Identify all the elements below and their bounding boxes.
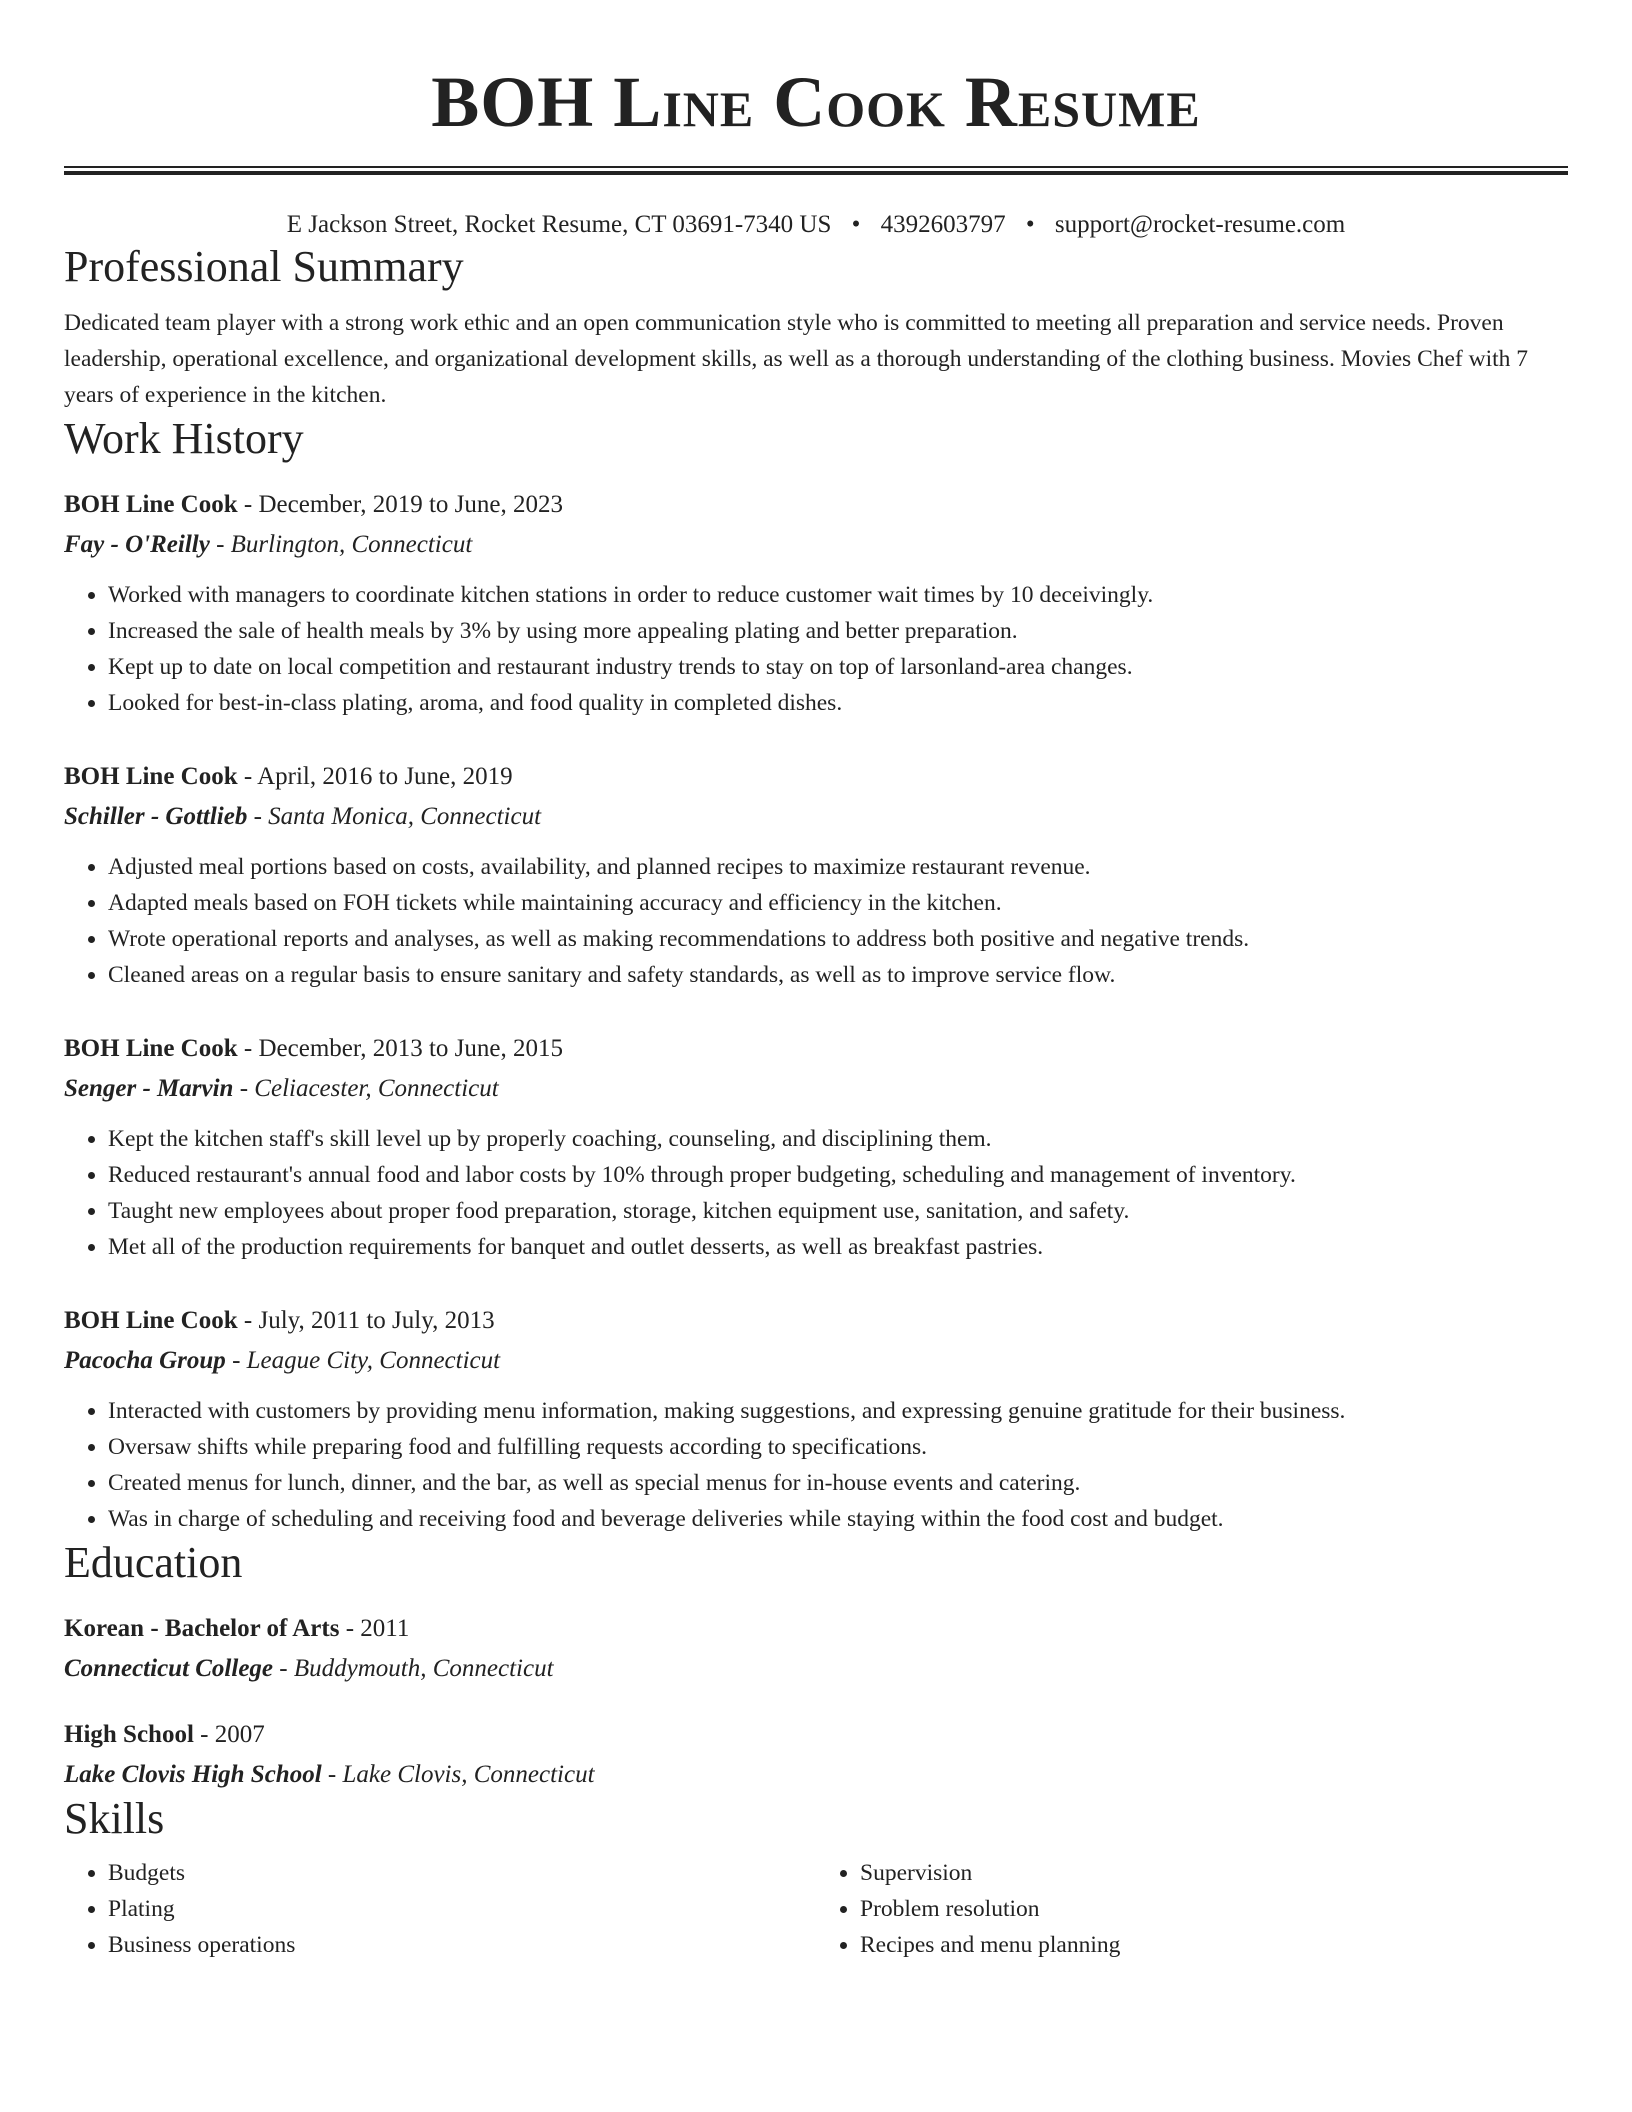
education-entry (64, 1717, 1568, 1793)
contact-separator: • (1025, 211, 1035, 238)
education-heading: Education (64, 1538, 243, 1587)
job-dates: - December, 2013 to June, 2015 (237, 1035, 563, 1062)
work-history-heading: Work History (64, 414, 304, 463)
employer-line (64, 1071, 1568, 1107)
summary-heading: Professional Summary (64, 242, 464, 291)
job-title-line (64, 1031, 1568, 1067)
job-duties (64, 577, 1568, 721)
skill-item: • Problem resolution (860, 1891, 1568, 1927)
skills-column-right (816, 1855, 1568, 1963)
skills-column-left (64, 1855, 816, 1963)
job-duties (64, 849, 1568, 993)
duty-item: • Kept up to date on local competition and restaurant industry trends to stay on top of larsonland-area changes. (108, 649, 1568, 685)
employer-location: - Santa Monica, Connecticut (247, 803, 542, 830)
job-title-line (64, 487, 1568, 523)
summary-text: Dedicated team player with a strong work ethic and an open communication style who is committed to meeting all preparation and service needs. Proven leadership, operational excellence, and organizational development skills, as well as a thorough understanding of the clothing business. Movies Chef with 7 years of experience in the kitchen. (64, 310, 1529, 408)
skills-list (64, 1855, 1568, 1963)
skill-item: • Recipes and menu planning (860, 1927, 1568, 1963)
contact-line (64, 209, 1568, 241)
skill-item: • Supervision (860, 1855, 1568, 1891)
job-title-line (64, 1303, 1568, 1339)
job-title: BOH Line Cook (64, 1307, 238, 1334)
job-dates: - July, 2011 to July, 2013 (237, 1307, 495, 1334)
duty-item: • Oversaw shifts while preparing food and fulfilling requests according to specifications. (108, 1429, 1568, 1465)
skill-item: • Plating (108, 1891, 816, 1927)
duty-item: • Looked for best-in-class plating, aroma, and food quality in completed dishes. (108, 685, 1568, 721)
duty-item: • Met all of the production requirements for banquet and outlet desserts, as well as breakfast pastries. (108, 1229, 1568, 1265)
skill-item: • Budgets (108, 1855, 816, 1891)
school-location: - Lake Clovis, Connecticut (321, 1761, 595, 1788)
duty-item: • Taught new employees about proper food preparation, storage, kitchen equipment use, sanitation, and safety. (108, 1193, 1568, 1229)
employer-line (64, 527, 1568, 563)
job-title-line (64, 759, 1568, 795)
job-entry (64, 1303, 1568, 1537)
duty-item: • Reduced restaurant's annual food and labor costs by 10% through proper budgeting, scheduling and management of inventory. (108, 1157, 1568, 1193)
job-duties (64, 1121, 1568, 1265)
resume-title: BOH Line Cook Resume (431, 62, 1201, 142)
duty-item: • Adjusted meal portions based on costs, availability, and planned recipes to maximize restaurant revenue. (108, 849, 1568, 885)
duty-item: • Worked with managers to coordinate kitchen stations in order to reduce customer wait times by 10 deceivingly. (108, 577, 1568, 613)
duty-item: • Was in charge of scheduling and receiving food and beverage deliveries while staying within the food cost and budget. (108, 1501, 1568, 1537)
degree-year: - 2007 (193, 1721, 265, 1748)
job-dates: - December, 2019 to June, 2023 (237, 491, 563, 518)
employer-location: - Burlington, Connecticut (209, 531, 473, 558)
contact-separator: • (851, 211, 861, 238)
duty-item: • Kept the kitchen staff's skill level up by properly coaching, counseling, and disciplining them. (108, 1121, 1568, 1157)
skill-item: • Business operations (108, 1927, 816, 1963)
duty-item: • Increased the sale of health meals by 3% by using more appealing plating and better preparation. (108, 613, 1568, 649)
contact-phone: 4392603797 (880, 211, 1006, 238)
job-title: BOH Line Cook (64, 491, 238, 518)
job-entry (64, 487, 1568, 721)
duty-item: • Wrote operational reports and analyses, as well as making recommendations to address both positive and negative trends. (108, 921, 1568, 957)
degree-name: Korean - Bachelor of Arts (64, 1615, 340, 1642)
job-title: BOH Line Cook (64, 763, 238, 790)
job-dates: - April, 2016 to June, 2019 (237, 763, 513, 790)
degree-year: - 2011 (339, 1615, 410, 1642)
school-name: Connecticut College (64, 1655, 274, 1682)
employer-line (64, 799, 1568, 835)
contact-email: support@rocket-resume.com (1054, 211, 1346, 238)
duty-item: • Interacted with customers by providing menu information, making suggestions, and expressing genuine gratitude for their business. (108, 1393, 1568, 1429)
degree-name: High School (64, 1721, 194, 1748)
school-line (64, 1757, 1568, 1793)
education-entry (64, 1611, 1568, 1687)
school-location: - Buddymouth, Connecticut (273, 1655, 554, 1682)
skills-heading: Skills (64, 1794, 165, 1843)
degree-line (64, 1717, 1568, 1753)
employer-name: Fay - O'Reilly (64, 531, 210, 558)
employer-name: Schiller - Gottlieb (64, 803, 248, 830)
school-name: Lake Clovis High School (64, 1761, 322, 1788)
job-title: BOH Line Cook (64, 1035, 238, 1062)
job-entry (64, 759, 1568, 993)
duty-item: • Created menus for lunch, dinner, and the bar, as well as special menus for in-house events and catering. (108, 1465, 1568, 1501)
employer-location: - League City, Connecticut (225, 1347, 501, 1374)
contact-address: E Jackson Street, Rocket Resume, CT 03691-7340 US (286, 211, 832, 238)
employer-location: - Celiacester, Connecticut (233, 1075, 499, 1102)
job-duties (64, 1393, 1568, 1537)
title-divider (64, 166, 1568, 175)
duty-item: • Cleaned areas on a regular basis to ensure sanitary and safety standards, as well as to improve service flow. (108, 957, 1568, 993)
employer-line (64, 1343, 1568, 1379)
degree-line (64, 1611, 1568, 1647)
employer-name: Senger - Marvin (64, 1075, 234, 1102)
employer-name: Pacocha Group (64, 1347, 226, 1374)
job-entry (64, 1031, 1568, 1265)
duty-item: • Adapted meals based on FOH tickets while maintaining accuracy and efficiency in the kitchen. (108, 885, 1568, 921)
school-line (64, 1651, 1568, 1687)
